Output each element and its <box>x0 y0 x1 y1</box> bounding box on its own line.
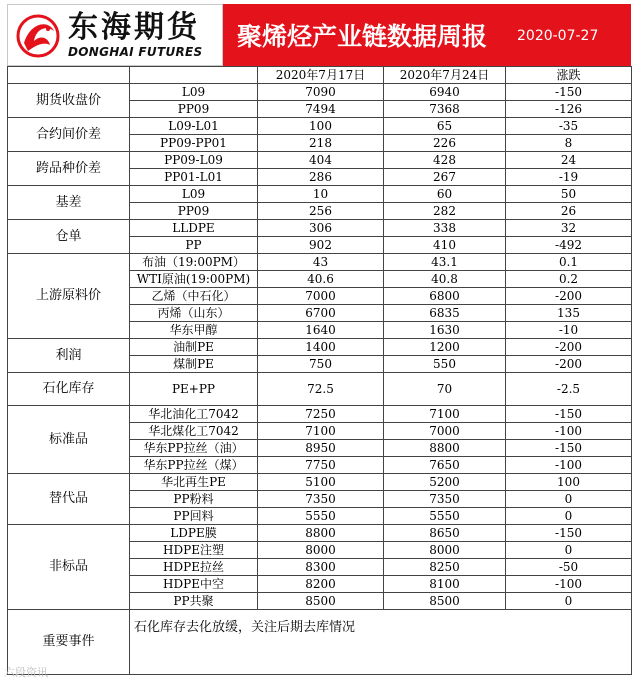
item-cell: L09 <box>130 186 258 203</box>
item-cell: HDPE拉丝 <box>130 559 258 576</box>
change-cell: 0 <box>506 593 632 610</box>
company-logo <box>7 4 223 66</box>
item-cell: 乙烯（中石化） <box>130 288 258 305</box>
change-cell: 100 <box>506 474 632 491</box>
data-table <box>7 66 632 675</box>
header-row <box>8 67 632 84</box>
table-body <box>8 67 632 675</box>
value-cell: 100 <box>258 118 384 135</box>
value-cell: 7000 <box>384 423 506 440</box>
change-cell: 0 <box>506 542 632 559</box>
change-cell: 0 <box>506 508 632 525</box>
value-cell: 8800 <box>384 440 506 457</box>
value-cell: 65 <box>384 118 506 135</box>
value-cell: 8000 <box>384 542 506 559</box>
table-row <box>8 84 632 101</box>
table-row <box>8 339 632 356</box>
value-cell: 306 <box>258 220 384 237</box>
report-date: 2020-07-27 <box>517 28 599 44</box>
value-cell: 256 <box>258 203 384 220</box>
item-cell: WTI原油(19:00PM) <box>130 271 258 288</box>
table-row <box>8 186 632 203</box>
item-cell: L09-L01 <box>130 118 258 135</box>
item-cell: 华东甲醇 <box>130 322 258 339</box>
item-cell: LLDPE <box>130 220 258 237</box>
events-text: 石化库存去化放缓，关注后期去库情况 <box>130 610 632 675</box>
value-cell: 404 <box>258 152 384 169</box>
value-cell: 7000 <box>258 288 384 305</box>
change-cell: -35 <box>506 118 632 135</box>
value-cell: 750 <box>258 356 384 373</box>
value-cell: 8650 <box>384 525 506 542</box>
value-cell: 428 <box>384 152 506 169</box>
item-cell: 华东PP拉丝（油） <box>130 440 258 457</box>
change-cell: 26 <box>506 203 632 220</box>
category-cell: 非标品 <box>8 525 130 610</box>
change-cell: 135 <box>506 305 632 322</box>
value-cell: 7368 <box>384 101 506 118</box>
header-cell-change: 涨跌 <box>506 67 632 84</box>
change-cell: -100 <box>506 423 632 440</box>
value-cell: 6940 <box>384 84 506 101</box>
category-cell: 石化库存 <box>8 373 130 406</box>
report-header <box>7 4 631 66</box>
change-cell: -200 <box>506 288 632 305</box>
item-cell: 华北煤化工7042 <box>130 423 258 440</box>
value-cell: 8100 <box>384 576 506 593</box>
report-title: 聚烯烃产业链数据周报 <box>237 22 488 51</box>
table-row <box>8 474 632 491</box>
item-cell: 油制PE <box>130 339 258 356</box>
value-cell: 40.6 <box>258 271 384 288</box>
dragon-logo-icon <box>14 13 62 59</box>
item-cell: PP09-L09 <box>130 152 258 169</box>
item-cell: 华北油化工7042 <box>130 406 258 423</box>
value-cell: 338 <box>384 220 506 237</box>
change-cell: -150 <box>506 406 632 423</box>
item-cell: L09 <box>130 84 258 101</box>
header-cell-item <box>130 67 258 84</box>
value-cell: 43.1 <box>384 254 506 271</box>
category-cell: 仓单 <box>8 220 130 254</box>
value-cell: 8800 <box>258 525 384 542</box>
value-cell: 267 <box>384 169 506 186</box>
value-cell: 1640 <box>258 322 384 339</box>
value-cell: 8950 <box>258 440 384 457</box>
category-cell: 上游原料价 <box>8 254 130 339</box>
value-cell: 7750 <box>258 457 384 474</box>
value-cell: 10 <box>258 186 384 203</box>
change-cell: -2.5 <box>506 373 632 406</box>
header-cell-date1: 2020年7月17日 <box>258 67 384 84</box>
table-row <box>8 254 632 271</box>
category-cell: 期货收盘价 <box>8 84 130 118</box>
item-cell: PE+PP <box>130 373 258 406</box>
value-cell: 7650 <box>384 457 506 474</box>
table-row <box>8 152 632 169</box>
item-cell: 布油（19:00PM） <box>130 254 258 271</box>
category-cell: 利润 <box>8 339 130 373</box>
change-cell: 24 <box>506 152 632 169</box>
change-cell: -10 <box>506 322 632 339</box>
item-cell: PP09-PP01 <box>130 135 258 152</box>
header-cell-date2: 2020年7月24日 <box>384 67 506 84</box>
category-cell: 基差 <box>8 186 130 220</box>
item-cell: 华东PP拉丝（煤） <box>130 457 258 474</box>
value-cell: 8200 <box>258 576 384 593</box>
change-cell: -200 <box>506 339 632 356</box>
table-row <box>8 525 632 542</box>
value-cell: 7090 <box>258 84 384 101</box>
table-row <box>8 220 632 237</box>
value-cell: 226 <box>384 135 506 152</box>
value-cell: 8500 <box>258 593 384 610</box>
value-cell: 5550 <box>258 508 384 525</box>
change-cell: 0 <box>506 491 632 508</box>
item-cell: PP09 <box>130 101 258 118</box>
item-cell: PP <box>130 237 258 254</box>
value-cell: 8000 <box>258 542 384 559</box>
change-cell: 0.1 <box>506 254 632 271</box>
value-cell: 6700 <box>258 305 384 322</box>
value-cell: 7250 <box>258 406 384 423</box>
events-row <box>8 610 632 675</box>
watermark: 六段资讯 <box>4 666 48 679</box>
item-cell: HDPE注塑 <box>130 542 258 559</box>
value-cell: 1630 <box>384 322 506 339</box>
value-cell: 5200 <box>384 474 506 491</box>
change-cell: 32 <box>506 220 632 237</box>
change-cell: 50 <box>506 186 632 203</box>
item-cell: PP09 <box>130 203 258 220</box>
value-cell: 1400 <box>258 339 384 356</box>
title-banner <box>223 4 631 66</box>
value-cell: 7100 <box>384 406 506 423</box>
table-row <box>8 406 632 423</box>
change-cell: -50 <box>506 559 632 576</box>
value-cell: 6835 <box>384 305 506 322</box>
change-cell: -19 <box>506 169 632 186</box>
category-cell: 替代品 <box>8 474 130 525</box>
value-cell: 5550 <box>384 508 506 525</box>
value-cell: 8500 <box>384 593 506 610</box>
change-cell: -200 <box>506 356 632 373</box>
value-cell: 550 <box>384 356 506 373</box>
value-cell: 6800 <box>384 288 506 305</box>
value-cell: 7100 <box>258 423 384 440</box>
change-cell: -150 <box>506 440 632 457</box>
value-cell: 1200 <box>384 339 506 356</box>
change-cell: 0.2 <box>506 271 632 288</box>
value-cell: 40.8 <box>384 271 506 288</box>
logo-english-name: DONGHAI FUTURES <box>68 45 203 59</box>
value-cell: 8250 <box>384 559 506 576</box>
change-cell: -100 <box>506 576 632 593</box>
item-cell: PP回料 <box>130 508 258 525</box>
change-cell: -492 <box>506 237 632 254</box>
change-cell: -150 <box>506 525 632 542</box>
value-cell: 5100 <box>258 474 384 491</box>
item-cell: PP01-L01 <box>130 169 258 186</box>
change-cell: -100 <box>506 457 632 474</box>
value-cell: 8300 <box>258 559 384 576</box>
value-cell: 72.5 <box>258 373 384 406</box>
category-cell: 合约间价差 <box>8 118 130 152</box>
change-cell: -150 <box>506 84 632 101</box>
item-cell: 丙烯（山东） <box>130 305 258 322</box>
value-cell: 60 <box>384 186 506 203</box>
item-cell: HDPE中空 <box>130 576 258 593</box>
events-label: 重要事件 <box>8 610 130 675</box>
value-cell: 7350 <box>258 491 384 508</box>
item-cell: LDPE膜 <box>130 525 258 542</box>
item-cell: 华北再生PE <box>130 474 258 491</box>
header-cell-category <box>8 67 130 84</box>
value-cell: 43 <box>258 254 384 271</box>
change-cell: 8 <box>506 135 632 152</box>
logo-chinese-name: 东海期货 <box>68 10 200 45</box>
category-cell: 标准品 <box>8 406 130 474</box>
category-cell: 跨品种价差 <box>8 152 130 186</box>
table-row <box>8 118 632 135</box>
value-cell: 7350 <box>384 491 506 508</box>
value-cell: 902 <box>258 237 384 254</box>
value-cell: 286 <box>258 169 384 186</box>
value-cell: 70 <box>384 373 506 406</box>
table-row <box>8 373 632 406</box>
value-cell: 410 <box>384 237 506 254</box>
item-cell: PP共聚 <box>130 593 258 610</box>
item-cell: PP粉料 <box>130 491 258 508</box>
value-cell: 218 <box>258 135 384 152</box>
item-cell: 煤制PE <box>130 356 258 373</box>
change-cell: -126 <box>506 101 632 118</box>
value-cell: 282 <box>384 203 506 220</box>
value-cell: 7494 <box>258 101 384 118</box>
